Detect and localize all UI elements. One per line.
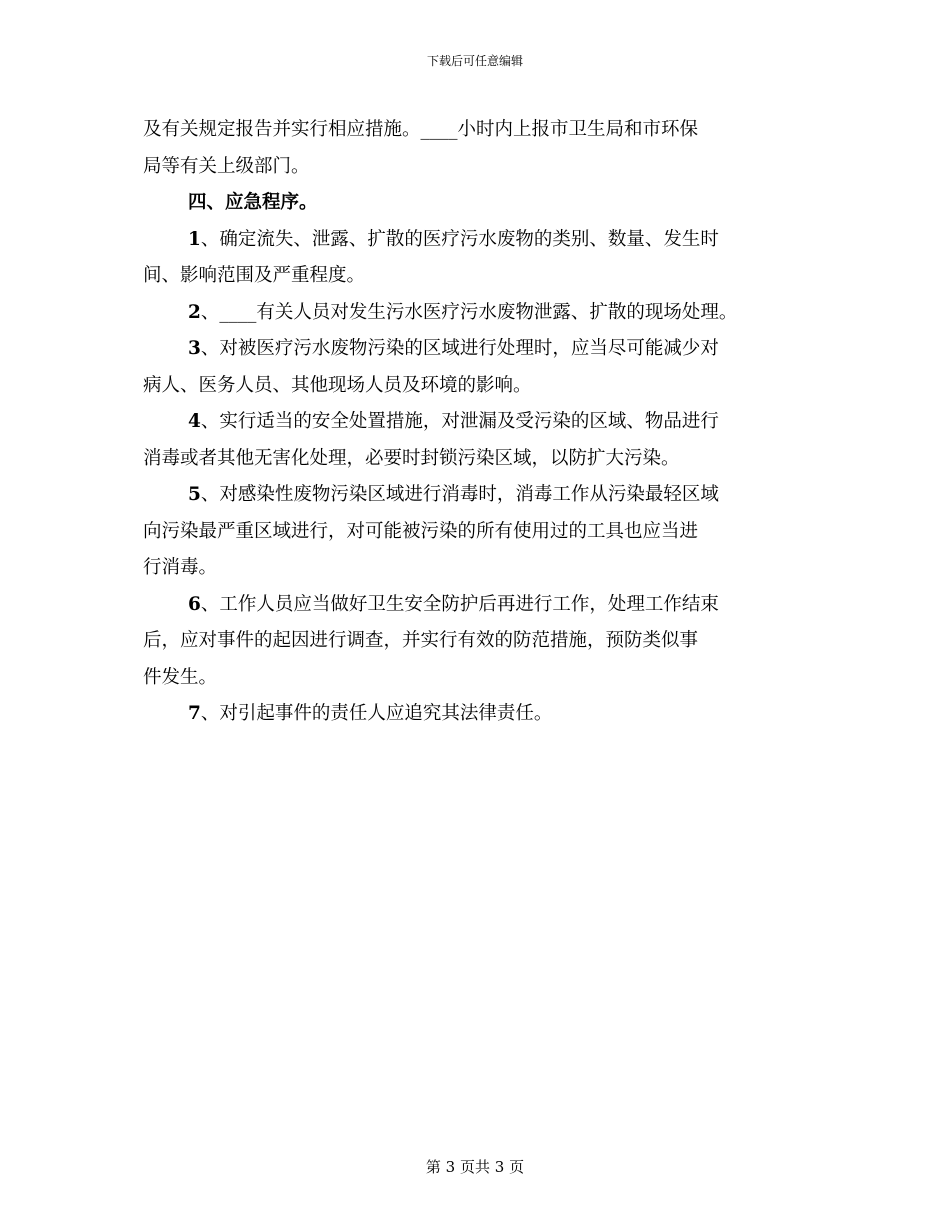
document-body (143, 112, 823, 733)
line-text: 后，应对事件的起因进行调查，并实行有效的防范措施，预防类似事 (143, 630, 699, 651)
body-line (143, 477, 823, 514)
body-line (143, 441, 823, 478)
body-line (143, 660, 823, 697)
item-number: 3 (188, 338, 201, 359)
body-line (143, 258, 823, 295)
line-text: 局等有关上级部门。 (143, 155, 310, 177)
page-footer: 第 3 页共 3 页 (425, 1158, 525, 1176)
page-header: 下载后可任意编辑 (426, 54, 523, 68)
item-number: 5 (188, 484, 201, 505)
line-text: 及有关规定报告并实行相应措施。____小时内上报市卫生局和市环保 (143, 119, 699, 140)
body-line (143, 404, 823, 441)
item-number: 7 (188, 703, 201, 724)
line-text: 四、应急程序。 (188, 192, 318, 213)
item-number: 6 (188, 593, 201, 615)
body-line (143, 295, 823, 332)
line-text: 行消毒。 (143, 557, 218, 578)
line-text: 、工作人员应当做好卫生安全防护后再进行工作，处理工作结束 (200, 593, 719, 615)
line-text: 、确定流失、泄露、扩散的医疗污水废物的类别、数量、发生时 (200, 228, 719, 250)
body-line (143, 331, 823, 368)
body-line (143, 623, 823, 660)
line-text: 、对引起事件的责任人应追究其法律责任。 (200, 703, 553, 724)
body-line (143, 696, 823, 733)
body-line (143, 587, 823, 624)
section-heading (143, 185, 823, 222)
body-line (143, 368, 823, 405)
line-text: 间、影响范围及严重程度。 (143, 265, 366, 286)
line-text: 、实行适当的安全处置措施，对泄漏及受污染的区域、物品进行 (200, 411, 719, 432)
body-line (143, 149, 823, 186)
item-number: 2 (188, 301, 201, 323)
line-text: 向污染最严重区域进行，对可能被污染的所有使用过的工具也应当进 (143, 520, 699, 542)
line-text: 、对被医疗污水废物污染的区域进行处理时，应当尽可能减少对 (200, 338, 719, 359)
body-line (143, 514, 823, 551)
line-text: 、____有关人员对发生污水医疗污水废物泄露、扩散的现场处理。 (200, 301, 738, 323)
body-line (143, 112, 823, 149)
item-number: 4 (188, 411, 201, 432)
line-text: 病人、医务人员、其他现场人员及环境的影响。 (143, 374, 532, 396)
line-text: 件发生。 (143, 666, 218, 688)
line-text: 、对感染性废物污染区域进行消毒时，消毒工作从污染最轻区域 (200, 484, 719, 505)
body-line (143, 550, 823, 587)
line-text: 消毒或者其他无害化处理，必要时封锁污染区域，以防扩大污染。 (143, 447, 680, 469)
body-line (143, 222, 823, 259)
item-number: 1 (188, 228, 201, 250)
